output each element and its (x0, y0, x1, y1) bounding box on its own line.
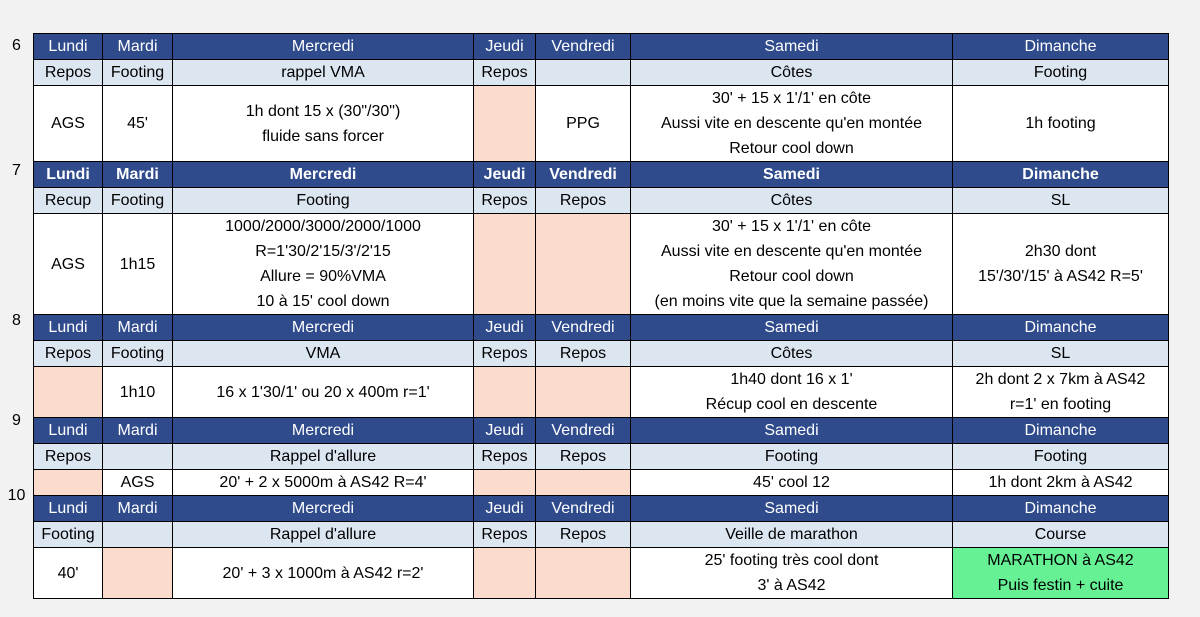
session-detail-cell (474, 367, 536, 418)
day-header-lundi: Lundi (34, 315, 103, 341)
day-header-jeudi: Jeudi (474, 315, 536, 341)
detail-line: Aussi vite en descente qu'en montée (661, 243, 922, 260)
day-header-lundi: Lundi (34, 496, 103, 522)
detail-line: AGS (51, 255, 85, 273)
session-type-cell: Course (953, 522, 1169, 548)
session-detail-cell (34, 548, 103, 599)
detail-line: 20' + 3 x 1000m à AS42 r=2' (222, 564, 424, 582)
session-detail-cell (631, 470, 953, 496)
detail-line: 30' + 15 x 1'/1' en côte (711, 218, 872, 235)
session-detail-cell (173, 86, 474, 162)
detail-line: 10 à 15' cool down (256, 293, 390, 310)
session-type-cell: Repos (536, 444, 631, 470)
session-detail-cell (173, 470, 474, 496)
session-type-row (34, 188, 1169, 214)
session-detail-cell (631, 367, 953, 418)
day-header-samedi: Samedi (631, 34, 953, 60)
detail-line: 1h10 (119, 383, 156, 401)
session-detail-cell (631, 86, 953, 162)
detail-line: AGS (120, 474, 155, 491)
day-header-dimanche: Dimanche (953, 315, 1169, 341)
week-number: 7 (12, 162, 21, 179)
day-header-vendredi: Vendredi (536, 496, 631, 522)
detail-line: 20' + 2 x 5000m à AS42 R=4' (219, 474, 427, 491)
day-header-mercredi: Mercredi (173, 162, 474, 188)
session-type-cell: Footing (103, 341, 173, 367)
session-detail-cell (631, 548, 953, 599)
session-detail-cell (536, 86, 631, 162)
day-header-lundi: Lundi (34, 162, 103, 188)
training-plan-table (33, 33, 1169, 599)
session-type-row (34, 341, 1169, 367)
session-type-cell: Côtes (631, 341, 953, 367)
day-header-mardi: Mardi (103, 496, 173, 522)
detail-line: 1000/2000/3000/2000/1000 (225, 218, 421, 235)
session-type-cell (103, 444, 173, 470)
session-detail-row (34, 86, 1169, 162)
detail-line: 45' (127, 115, 148, 132)
detail-line: 25' footing très cool dont (704, 552, 879, 569)
session-type-cell: VMA (173, 341, 474, 367)
session-type-cell: Repos (536, 188, 631, 214)
session-type-cell: Rappel d'allure (173, 522, 474, 548)
session-type-cell: Rappel d'allure (173, 444, 474, 470)
detail-line: R=1'30/2'15/3'/2'15 (255, 243, 391, 260)
day-header-vendredi: Vendredi (536, 34, 631, 60)
day-header-jeudi: Jeudi (474, 496, 536, 522)
session-detail-cell (173, 214, 474, 315)
session-type-cell: rappel VMA (173, 60, 474, 86)
session-detail-row (34, 367, 1169, 418)
session-detail-cell (103, 470, 173, 496)
detail-line: 30' + 15 x 1'/1' en côte (711, 90, 872, 107)
day-header-vendredi: Vendredi (536, 162, 631, 188)
day-header-mardi: Mardi (103, 315, 173, 341)
day-header-mercredi: Mercredi (173, 418, 474, 444)
session-detail-cell (536, 470, 631, 496)
session-detail-cell (474, 470, 536, 496)
session-detail-row (34, 470, 1169, 496)
week-header-row (34, 34, 1169, 60)
detail-line: 1h40 dont 16 x 1' (730, 371, 853, 388)
week-number: 9 (12, 412, 21, 429)
session-detail-cell (953, 470, 1169, 496)
detail-line: Récup cool en descente (705, 396, 878, 413)
session-detail-cell (34, 470, 103, 496)
detail-line: AGS (51, 115, 85, 132)
detail-line: 16 x 1'30/1' ou 20 x 400m r=1' (216, 383, 430, 401)
session-type-cell: Repos (536, 341, 631, 367)
detail-line: Retour cool down (729, 268, 854, 285)
week-header-row (34, 162, 1169, 188)
day-header-lundi: Lundi (34, 418, 103, 444)
session-type-cell: SL (953, 341, 1169, 367)
detail-line: 1h15 (119, 255, 156, 273)
week-number: 10 (7, 487, 26, 504)
session-type-cell: Repos (34, 341, 103, 367)
session-detail-cell (34, 86, 103, 162)
day-header-mercredi: Mercredi (173, 496, 474, 522)
detail-line: fluide sans forcer (262, 127, 384, 145)
session-type-cell: Repos (474, 444, 536, 470)
session-type-cell: Veille de marathon (631, 522, 953, 548)
session-detail-cell (103, 548, 173, 599)
detail-line: 3' à AS42 (757, 577, 826, 594)
week-number: 6 (12, 37, 21, 54)
week-header-row (34, 315, 1169, 341)
detail-line: Puis festin + cuite (997, 577, 1124, 594)
day-header-mardi: Mardi (103, 418, 173, 444)
session-type-cell: Repos (536, 522, 631, 548)
session-detail-cell (953, 548, 1169, 599)
session-type-cell: Côtes (631, 60, 953, 86)
session-detail-cell (173, 548, 474, 599)
session-type-cell: SL (953, 188, 1169, 214)
detail-line: 40' (57, 564, 79, 582)
session-type-cell (103, 522, 173, 548)
day-header-jeudi: Jeudi (474, 34, 536, 60)
session-type-cell: Footing (34, 522, 103, 548)
day-header-mardi: Mardi (103, 162, 173, 188)
session-detail-cell (536, 548, 631, 599)
day-header-samedi: Samedi (631, 496, 953, 522)
detail-line: Retour cool down (729, 140, 854, 157)
session-type-row (34, 522, 1169, 548)
session-detail-cell (474, 214, 536, 315)
detail-line: 1h dont 2km à AS42 (988, 474, 1133, 491)
session-type-cell: Côtes (631, 188, 953, 214)
session-type-cell: Footing (103, 60, 173, 86)
week-header-row (34, 496, 1169, 522)
day-header-vendredi: Vendredi (536, 418, 631, 444)
day-header-lundi: Lundi (34, 34, 103, 60)
detail-line: 1h footing (1025, 115, 1096, 132)
session-detail-cell (34, 367, 103, 418)
detail-line: 45' cool 12 (753, 474, 830, 491)
session-detail-row (34, 548, 1169, 599)
session-detail-cell (631, 214, 953, 315)
day-header-samedi: Samedi (631, 162, 953, 188)
detail-line: r=1' en footing (1009, 396, 1112, 413)
session-type-cell: Footing (631, 444, 953, 470)
session-detail-cell (474, 86, 536, 162)
day-header-mercredi: Mercredi (173, 315, 474, 341)
session-detail-cell (953, 214, 1169, 315)
detail-line: 15'/30'/15' à AS42 R=5' (978, 268, 1143, 285)
session-type-cell: Repos (34, 60, 103, 86)
day-header-dimanche: Dimanche (953, 496, 1169, 522)
session-type-cell: Recup (34, 188, 103, 214)
session-detail-row (34, 214, 1169, 315)
session-type-cell (536, 60, 631, 86)
session-type-cell: Repos (474, 188, 536, 214)
session-detail-cell (173, 367, 474, 418)
session-type-cell: Repos (34, 444, 103, 470)
day-header-mercredi: Mercredi (173, 34, 474, 60)
day-header-dimanche: Dimanche (953, 418, 1169, 444)
day-header-jeudi: Jeudi (474, 418, 536, 444)
day-header-dimanche: Dimanche (953, 162, 1169, 188)
session-detail-cell (536, 367, 631, 418)
session-detail-cell (103, 367, 173, 418)
day-header-mardi: Mardi (103, 34, 173, 60)
day-header-jeudi: Jeudi (474, 162, 536, 188)
session-type-cell: Repos (474, 522, 536, 548)
week-header-row (34, 418, 1169, 444)
session-type-row (34, 444, 1169, 470)
session-detail-cell (34, 214, 103, 315)
session-type-cell: Repos (474, 60, 536, 86)
session-type-cell: Repos (474, 341, 536, 367)
day-header-samedi: Samedi (631, 315, 953, 341)
session-type-cell: Footing (953, 444, 1169, 470)
session-detail-cell (536, 214, 631, 315)
detail-line: (en moins vite que la semaine passée) (654, 293, 929, 310)
day-header-vendredi: Vendredi (536, 315, 631, 341)
session-detail-cell (103, 86, 173, 162)
week-number: 8 (12, 312, 21, 329)
session-detail-cell (103, 214, 173, 315)
session-type-cell: Footing (173, 188, 474, 214)
session-type-cell: Footing (953, 60, 1169, 86)
session-detail-cell (953, 86, 1169, 162)
day-header-samedi: Samedi (631, 418, 953, 444)
detail-line: 1h dont 15 x (30"/30") (245, 102, 401, 120)
detail-line: Allure = 90%VMA (260, 268, 386, 285)
detail-line: 2h30 dont (1024, 243, 1097, 260)
table-body (34, 34, 1169, 599)
session-detail-cell (474, 548, 536, 599)
session-type-cell: Footing (103, 188, 173, 214)
day-header-dimanche: Dimanche (953, 34, 1169, 60)
detail-line: PPG (566, 115, 600, 132)
session-type-row (34, 60, 1169, 86)
detail-line: MARATHON à AS42 (987, 552, 1134, 569)
session-detail-cell (953, 367, 1169, 418)
detail-line: 2h dont 2 x 7km à AS42 (975, 371, 1146, 388)
detail-line: Aussi vite en descente qu'en montée (661, 115, 922, 132)
